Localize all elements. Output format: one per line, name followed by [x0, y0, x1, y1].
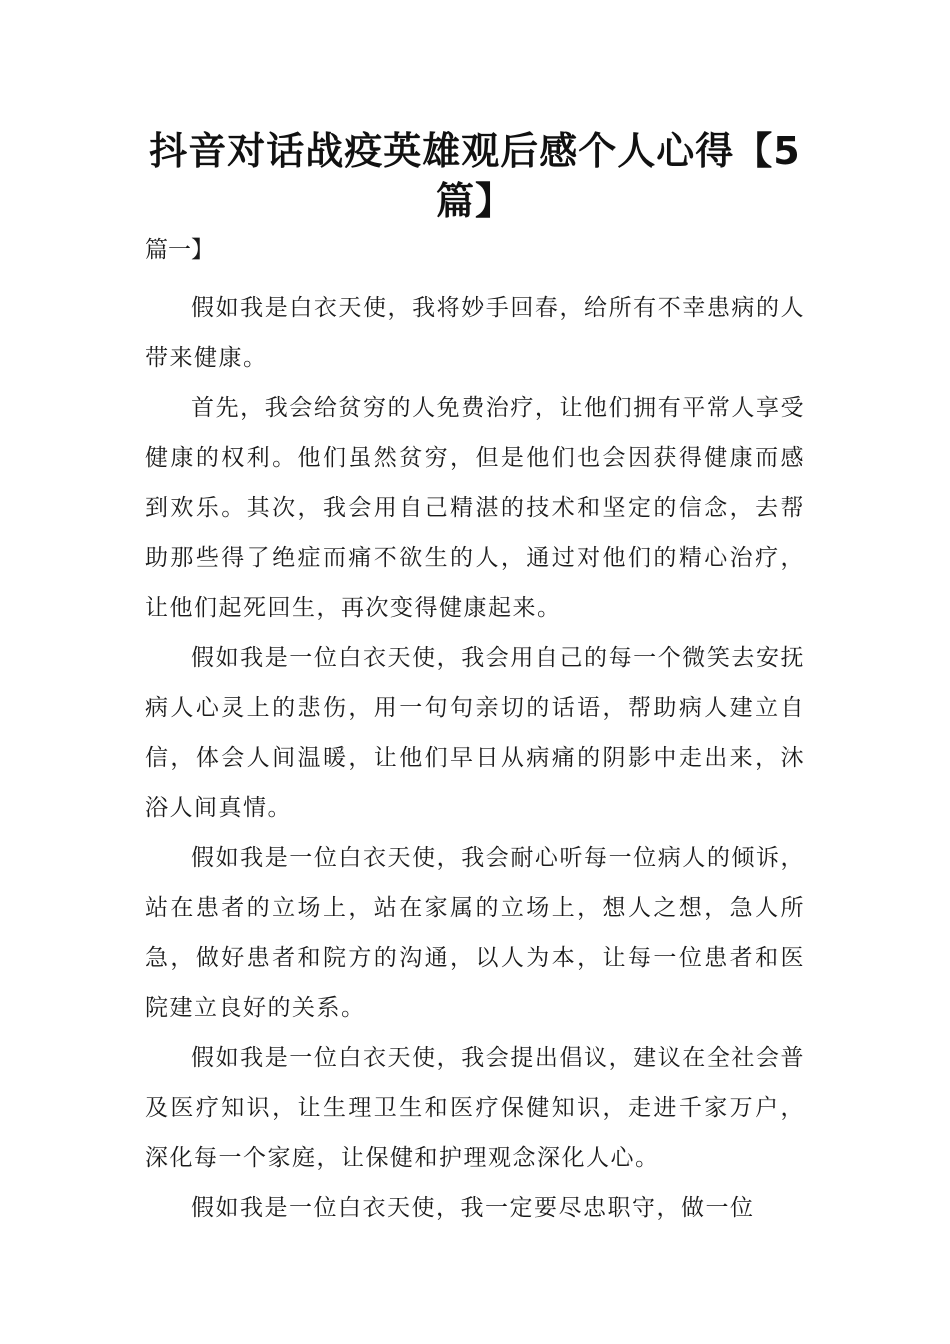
paragraph-1: 假如我是白衣天使，我将妙手回春，给所有不幸患病的人带来健康。	[145, 295, 805, 371]
paragraph-6: 假如我是一位白衣天使，我一定要尽忠职守，做一位	[191, 1195, 755, 1221]
section-label: 篇一】	[145, 237, 214, 263]
document-body	[145, 283, 805, 1233]
paragraph-4: 假如我是一位白衣天使，我会耐心听每一位病人的倾诉，站在患者的立场上，站在家属的立场上，想人之想，急人所急，做好患者和院方的沟通，以人为本，让每一位患者和医院建立良好的关系。	[145, 845, 805, 1021]
paragraph-3: 假如我是一位白衣天使，我会用自己的每一个微笑去安抚病人心灵上的悲伤，用一句句亲切的话语，帮助病人建立自信，体会人间温暖，让他们早日从病痛的阴影中走出来，沐浴人间真情。	[145, 645, 805, 821]
document-title: 抖音对话战疫英雄观后感个人心得【5篇】	[149, 129, 801, 223]
paragraph-2: 首先，我会给贫穷的人免费治疗，让他们拥有平常人享受健康的权利。他们虽然贫穷，但是他们也会因获得健康而感到欢乐。其次，我会用自己精湛的技术和坚定的信念，去帮助那些得了绝症而痛不欲生的人，通过对他们的精心治疗，让他们起死回生，再次变得健康起来。	[145, 395, 805, 621]
paragraph-5: 假如我是一位白衣天使，我会提出倡议，建议在全社会普及医疗知识，让生理卫生和医疗保健知识，走进千家万户，深化每一个家庭，让保健和护理观念深化人心。	[145, 1045, 805, 1171]
